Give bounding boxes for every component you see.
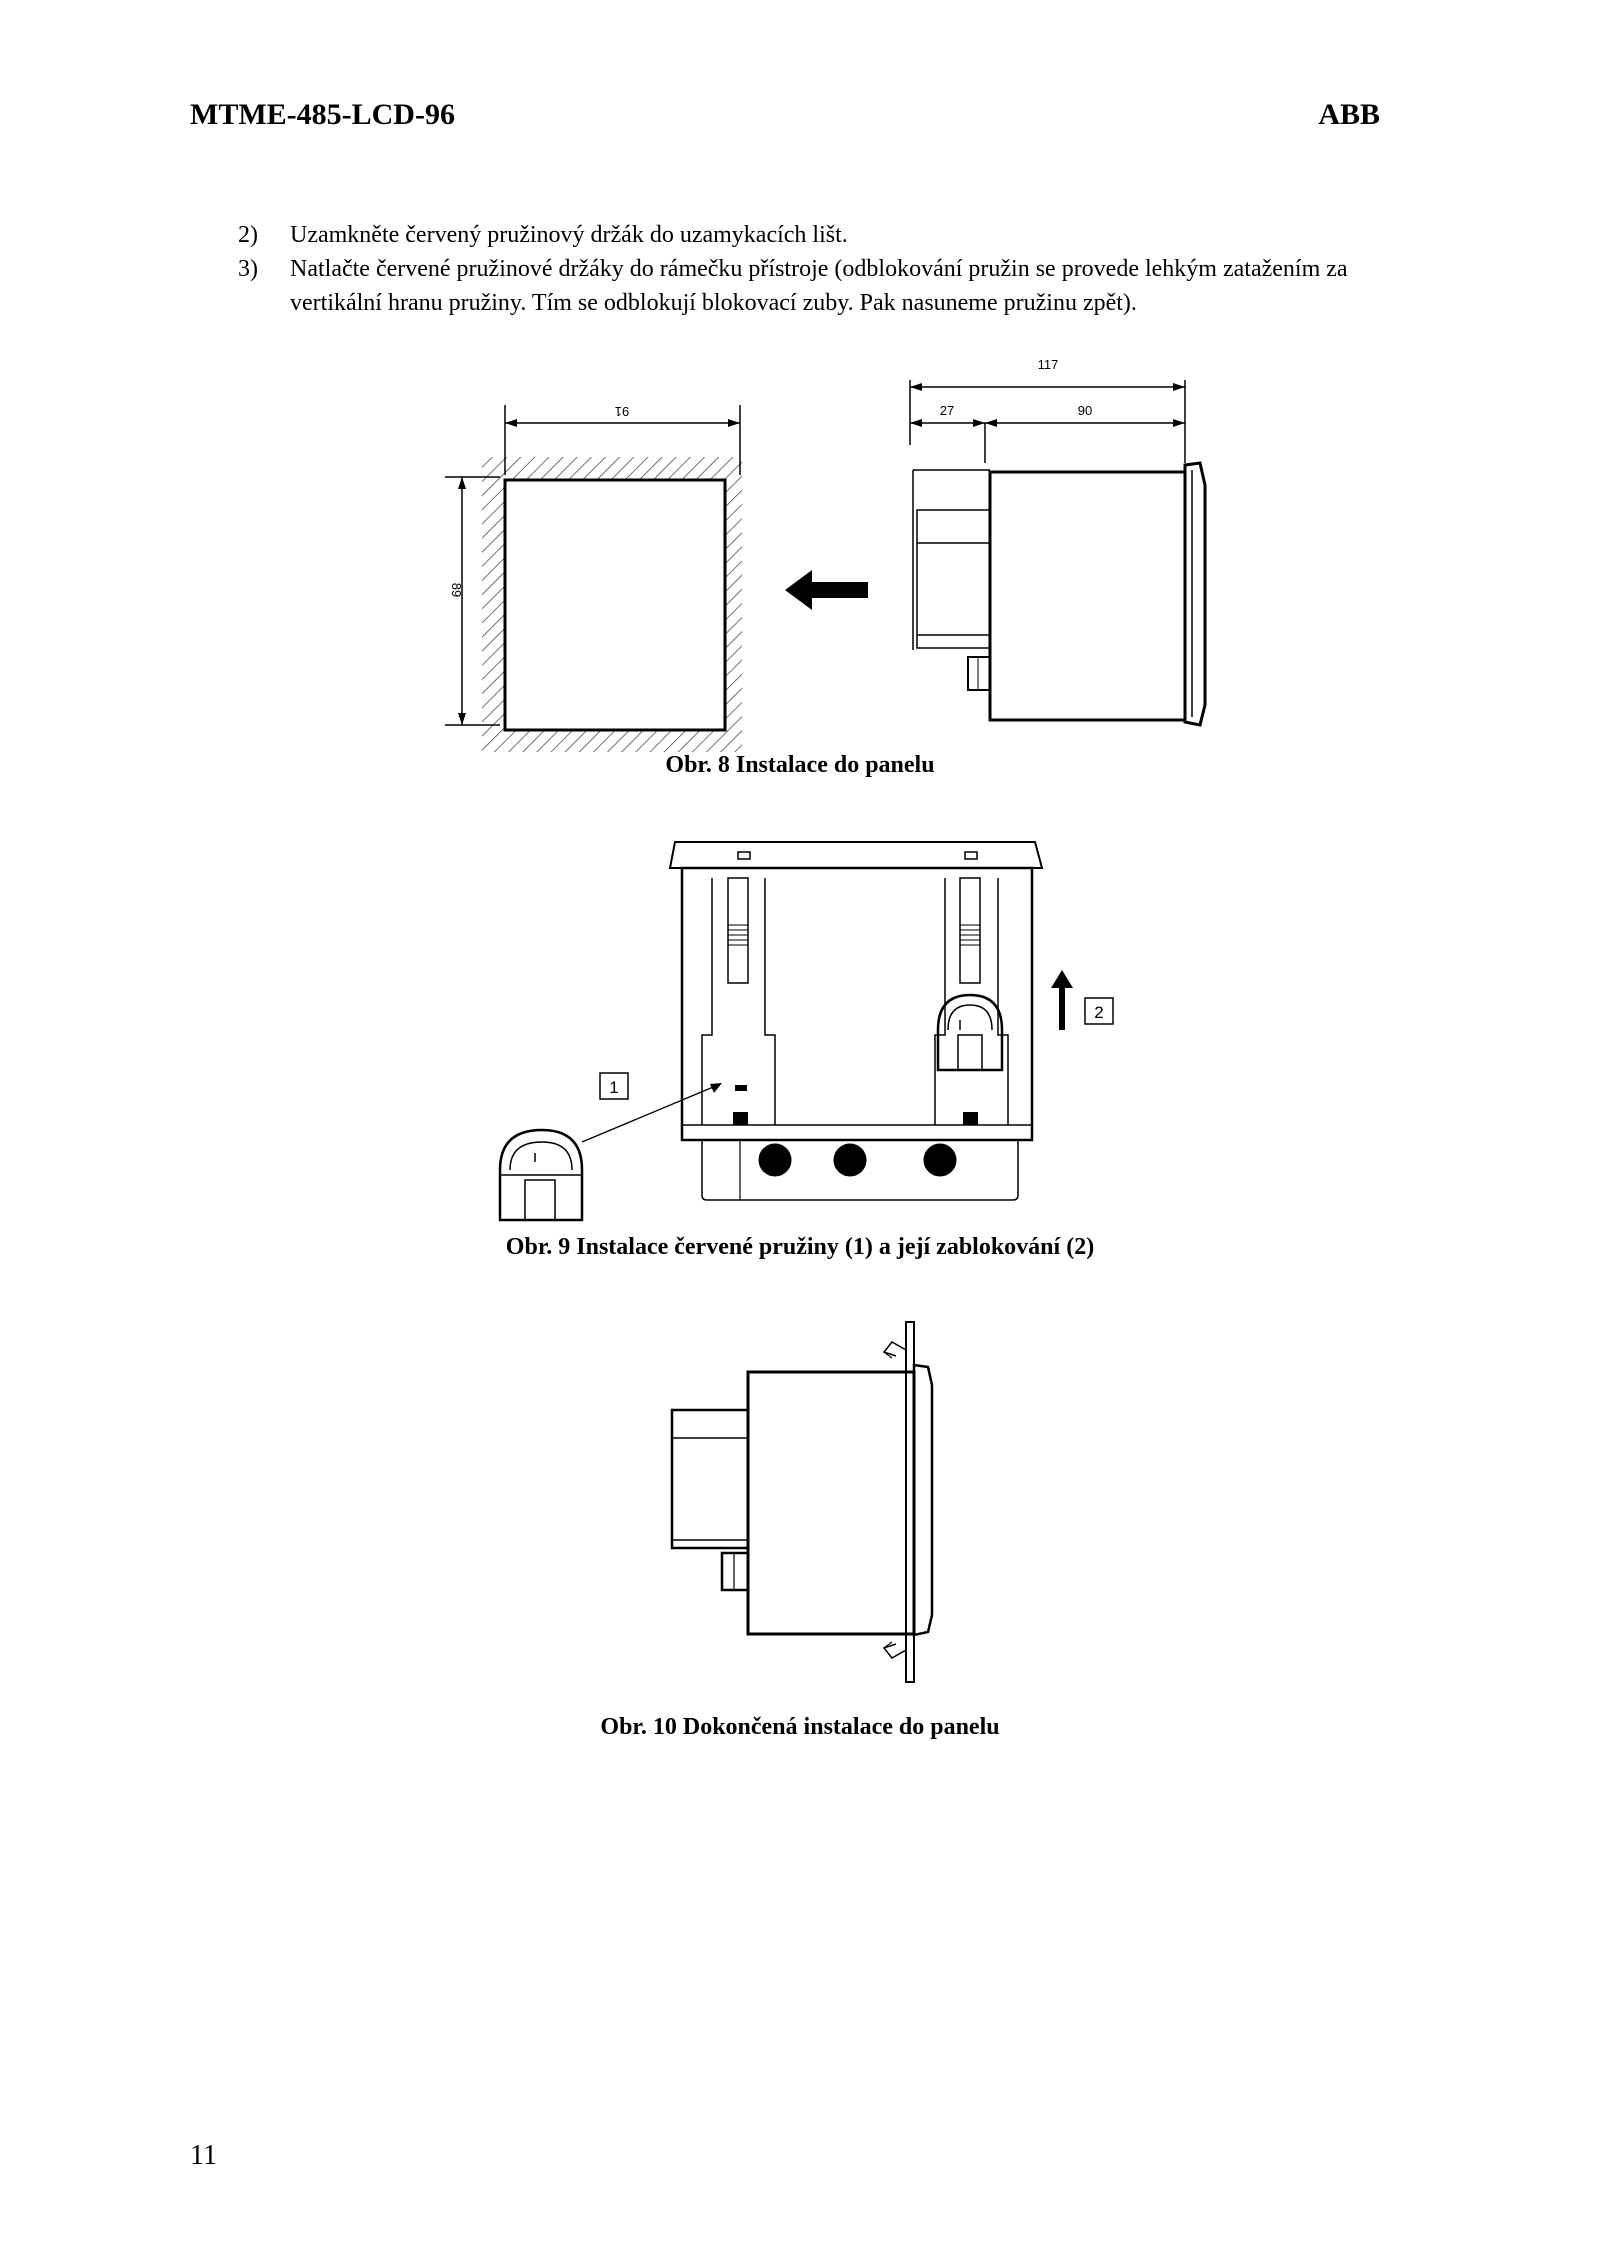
figure-10-caption: Obr. 10 Dokončená instalace do panelu [600, 1714, 1000, 1740]
list-item-text: Natlačte červené pružinové držáky do rámečku přístroje (odblokování pružin se provede lehkým zatažením za vertikální hranu pružiny. Tím se odblokují blokovací zuby. Pak nasuneme pružinu zpět). [290, 256, 1348, 316]
lock-direction-arrow [1051, 970, 1073, 1030]
callout-2-label: 2 [1094, 1003, 1104, 1022]
list-item [238, 252, 1418, 320]
meter-top-view [670, 842, 1042, 1200]
back-depth-label: 27 [939, 403, 955, 418]
list-item-text: Uzamkněte červený pružinový držák do uzamykacích lišt. [290, 222, 848, 248]
list-item-number: 3) [238, 256, 258, 282]
meter-side-view [913, 463, 1205, 725]
list-item-number: 2) [238, 222, 258, 248]
red-spring-holder [500, 1130, 582, 1220]
callout-2 [1085, 998, 1113, 1024]
figure-8-caption: Obr. 8 Instalace do panelu [665, 752, 935, 778]
company-name: ABB [1318, 98, 1380, 131]
page-number: 11 [190, 2140, 217, 2171]
list-item [238, 218, 1418, 252]
insert-pointer-arrowhead [710, 1083, 722, 1093]
cutout-height-label: 89 [449, 582, 464, 598]
document-title: MTME-485-LCD-96 [190, 98, 455, 131]
body-depth-label: 90 [1077, 403, 1093, 418]
instruction-list [238, 218, 1418, 320]
installed-meter-side-view [672, 1322, 932, 1682]
callout-1-label: 1 [609, 1078, 619, 1097]
total-depth-label: 117 [1037, 357, 1059, 372]
figure-9-caption: Obr. 9 Instalace červené pružiny (1) a její zablokování (2) [505, 1234, 1095, 1260]
insert-direction-arrow [785, 570, 868, 610]
callout-1 [600, 1073, 628, 1099]
meter-depth-dimensions [910, 357, 1185, 463]
figure-10-finished-installation [660, 1310, 960, 1690]
panel-cutout-drawing [482, 457, 742, 752]
figure-8-panel-installation [420, 345, 1220, 755]
figure-9-spring-installation [470, 830, 1150, 1230]
cutout-width-label: 91 [614, 404, 630, 419]
